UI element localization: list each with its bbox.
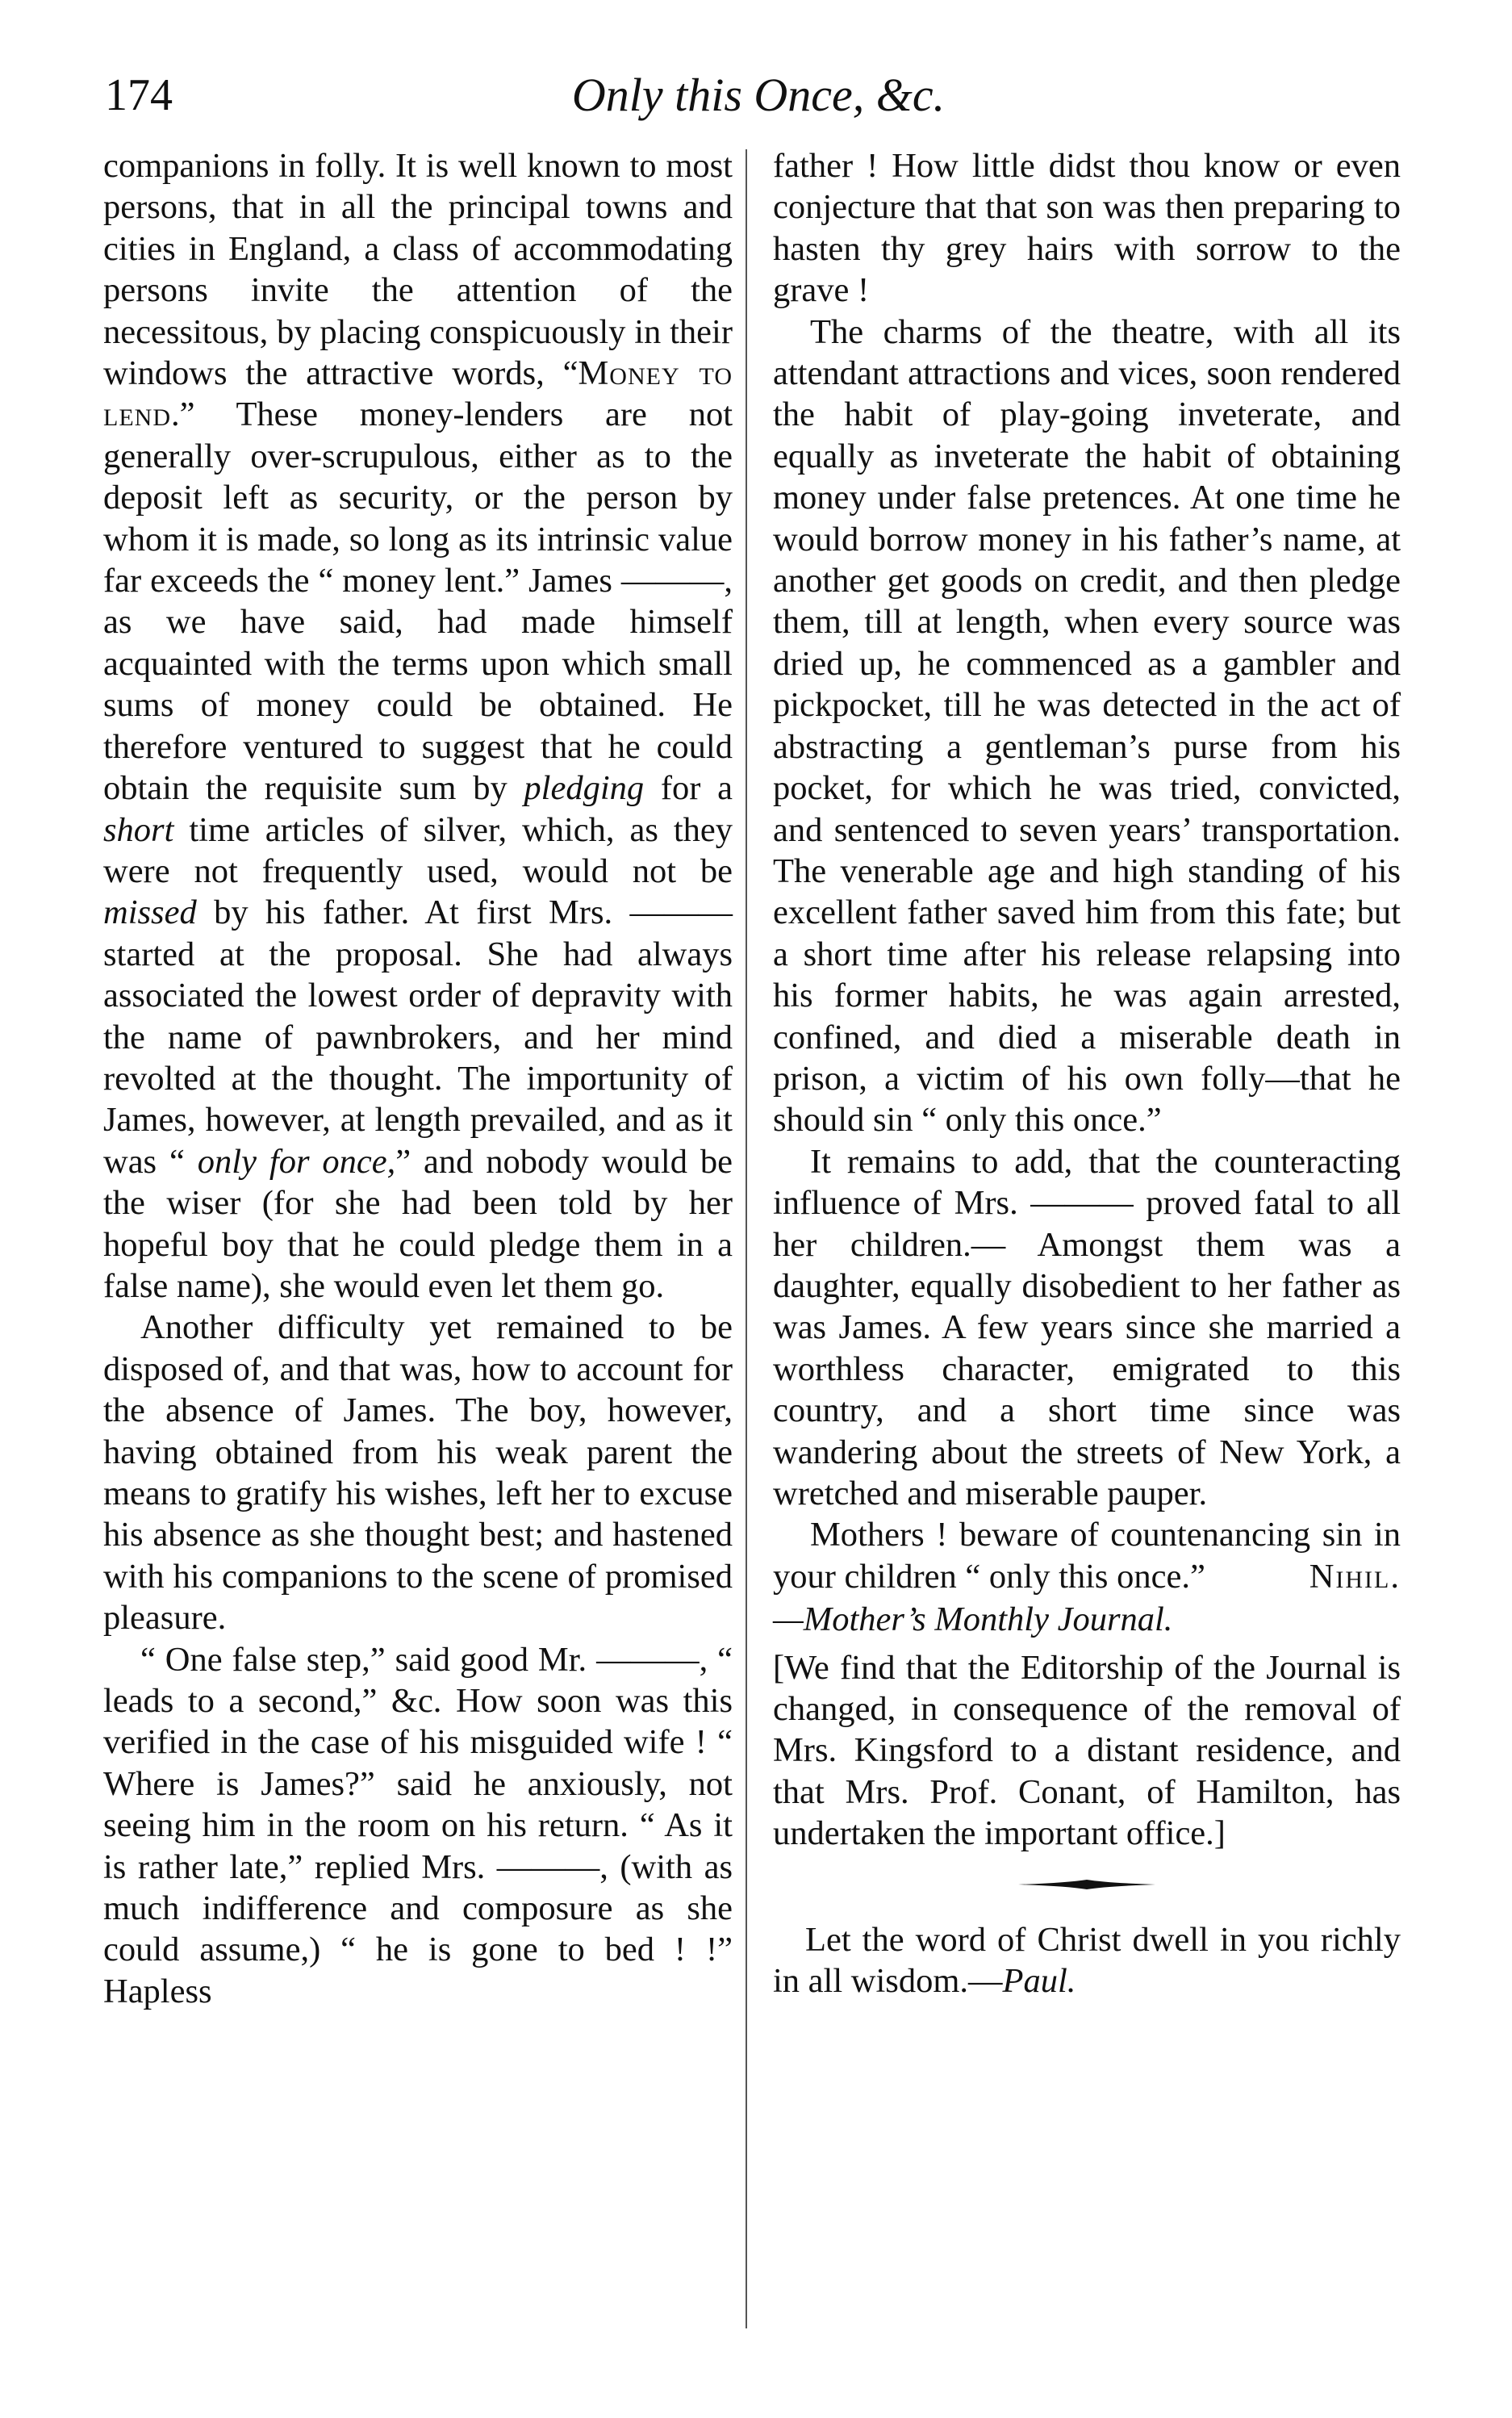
paragraph: Another difficulty yet remained to be disposed of, and that was, how to account for the absence of James. The boy, however, having obtained from his weak parent the means to gratify his wishes, left her to excuse his absence as she thought best; and hastened with his companions to the scene of promised pleasure.: [103, 1308, 733, 1638]
paragraph: [103, 145, 733, 1307]
paragraph: [773, 1514, 1401, 1597]
italic-text: short: [103, 810, 174, 849]
paragraph: father ! How little didst thou know or even conjecture that that son was then preparing to hasten thy grey hairs with sorrow to the grave !: [773, 147, 1401, 310]
text-run: .” These money-lenders are not generally over-scrupulous, either as to the deposit left as security, or the person by whom it is made, so long as its intrinsic value far exceeds the “ money lent.” James ———, as we have said, had made himself acquainted with the terms upon which small sums of money could be obtained. He therefore ventured to suggest that he could obtain the requisite sum by: [103, 395, 733, 808]
italic-text: pledging: [524, 769, 645, 808]
column-divider: [746, 149, 747, 2328]
editorial-note: [We find that the Editorship of the Journal is changed, in consequence of the removal of Mrs. Kingsford to a distant residence, and that Mrs. Prof. Conant, of Hamilton, has undertaken the important office.]: [773, 1648, 1401, 1853]
closing-verse: [773, 1919, 1401, 2002]
running-title: Only this Once, &c.: [571, 69, 946, 121]
right-column: [773, 145, 1401, 2341]
page-number: 174: [105, 70, 173, 120]
text-run: Let the word of Christ dwell in you richly in all wisdom.—: [773, 1920, 1401, 2001]
italic-text: missed: [103, 893, 197, 932]
paragraph: It remains to add, that the counteracting influence of Mrs. ——— proved fatal to all her children.— Amongst them was a daughter, equally disobedient to her father as was James. A few years since she married a worthless character, emigrated to this country, and a short time since was wandering about the streets of New York, a wretched and miserable pauper.: [773, 1142, 1401, 1512]
text-run: Mothers ! beware of countenancing sin in your children “ only this once.”: [773, 1516, 1401, 1596]
text-run: for a: [644, 769, 733, 808]
ornament-divider-icon: [1018, 1879, 1155, 1890]
signature: Nihil.: [1309, 1557, 1401, 1596]
paragraph: “ One false step,” said good Mr. ———, “ leads to a second,” &c. How soon was this verified in the case of his misguided wife ! “ Where is James?” said he anxiously, not seeing him in the room on his return. “ As it is rather late,” replied Mrs. ———, (with as much indifference and composure as she could assume,) “ he is gone to bed ! !” Hapless: [103, 1640, 733, 2010]
text-run: by his father. At first Mrs. ——— started at the proposal. She had always associated the lowest order of depravity with the name of pawnbrokers, and her mind revolted at the thought. The importunity of James, however, at length prevailed, and as it was “: [103, 893, 733, 1181]
paragraph: The charms of the theatre, with all its attendant attractions and vices, soon rendered the habit of play-going inveterate, and equally as inveterate the habit of obtaining money under false pretences. At one time he would borrow money in his father’s name, at another get goods on credit, and then pledge them, till at length, when every source was dried up, he commenced as a gambler and pickpocket, till he was detected in the act of abstracting a gentleman’s purse from his pocket, for which he was tried, convicted, and sentenced to seven years’ transportation. The venerable age and high standing of his excellent father saved him from this fate; but a short time after his release relapsing into his former habits, he was again arrested, confined, and died a miserable death in prison, a victim of his own folly—that he should sin “ only this once.”: [773, 312, 1401, 1140]
text-run: ” and nobody would be the wiser (for she had been told by her hopeful boy that he could pledge them in a false name), she would even let them go.: [103, 1142, 733, 1305]
text-run: companions in folly. It is well known to most persons, that in all the principal towns and cities in England, a class of accommodating persons invite the attention of the necessitous, by placing conspicuously in their windows the attractive words, “: [103, 147, 733, 393]
text-run: time articles of silver, which, as they were not frequently used, would not be: [103, 810, 733, 890]
italic-text: only for once,: [197, 1142, 396, 1181]
page-header: [105, 63, 1412, 128]
source-credit: —Mother’s Monthly Journal.: [773, 1600, 1173, 1639]
left-column: [103, 145, 733, 2341]
italic-text: Paul.: [1002, 1962, 1076, 2001]
small-caps-text: Money to lend: [103, 354, 733, 434]
